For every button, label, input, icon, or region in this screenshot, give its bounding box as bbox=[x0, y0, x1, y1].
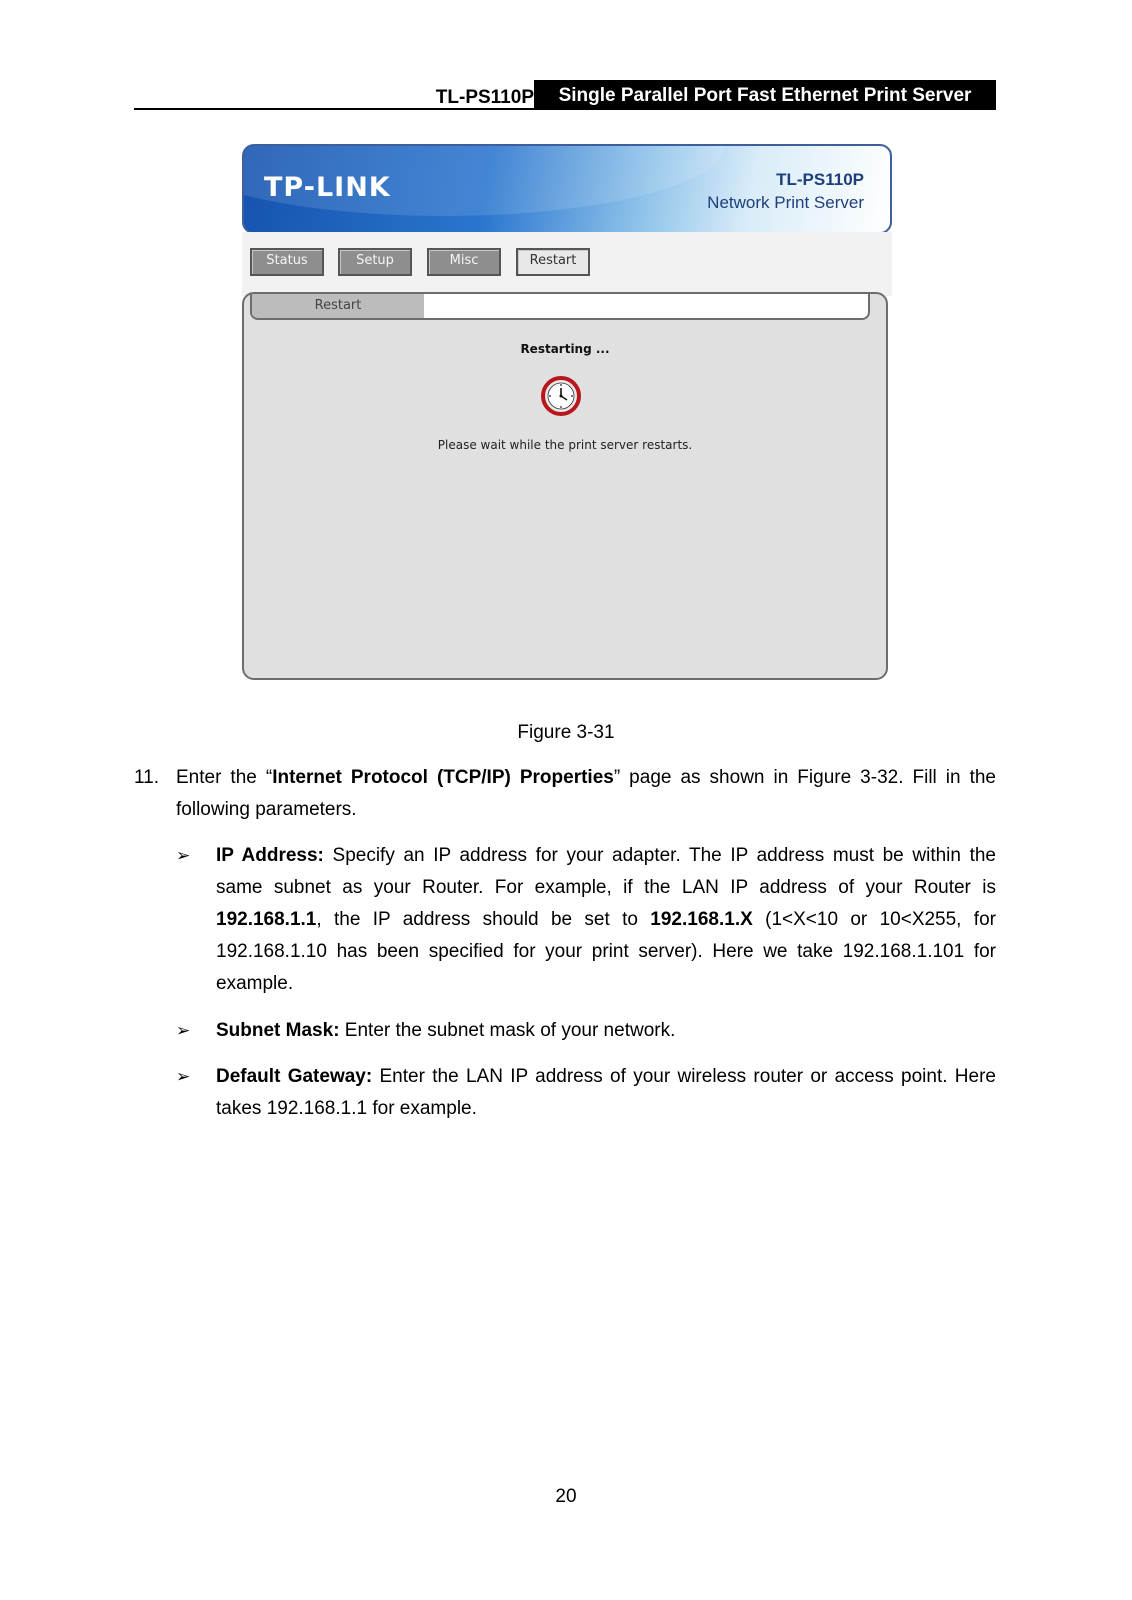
banner-model-subtitle: Network Print Server bbox=[707, 193, 864, 212]
bullet-subnet-mask: ➢ Subnet Mask: Enter the subnet mask of your network. bbox=[176, 1015, 996, 1047]
header-product: Single Parallel Port Fast Ethernet Print Server bbox=[534, 80, 996, 110]
bullet-ip-address: ➢ IP Address: Specify an IP address for your adapter. The IP address must be within the same subnet as your Router. For example, if the LAN IP address of your Router is 192.168.1.1, the IP address should be set to 192.168.1.X (1<X<10 or 10<X255, for 192.168.1.10 has been specified for your print server). Here we take 192.168.1.101 for example. bbox=[176, 840, 996, 1000]
arrow-bullet-icon: ➢ bbox=[176, 1067, 191, 1086]
clock-icon bbox=[541, 376, 581, 416]
nav-misc-button[interactable]: Misc bbox=[427, 248, 501, 276]
arrow-bullet-icon: ➢ bbox=[176, 846, 191, 865]
nav-bar bbox=[242, 232, 892, 296]
bullet-default-gateway: ➢ Default Gateway: Enter the LAN IP address of your wireless router or access point. Here takes 192.168.1.1 for example. bbox=[176, 1061, 996, 1125]
step-number: 11. bbox=[134, 767, 160, 788]
restarting-status: Restarting ... bbox=[520, 342, 610, 356]
default-gateway-label: Default Gateway: bbox=[216, 1066, 373, 1087]
page-number: 20 bbox=[555, 1486, 577, 1507]
wait-message: Please wait while the print server restarts. bbox=[437, 438, 693, 452]
figure-caption: Figure 3-31 bbox=[517, 722, 615, 743]
nav-restart-button[interactable]: Restart bbox=[516, 248, 590, 276]
web-banner bbox=[242, 144, 892, 234]
step-11-text: Enter the “Internet Protocol (TCP/IP) Properties” page as shown in Figure 3-32. Fill in the following parameters. bbox=[176, 767, 996, 820]
figure-restart-page bbox=[242, 144, 892, 692]
nav-status-button[interactable]: Status bbox=[250, 248, 324, 276]
header-rule bbox=[134, 108, 996, 110]
panel-tab-bar bbox=[250, 294, 870, 320]
ip-address-label: IP Address: bbox=[216, 845, 324, 866]
tab-restart[interactable]: Restart bbox=[252, 294, 424, 318]
nav-setup-button[interactable]: Setup bbox=[338, 248, 412, 276]
tcpip-properties-term: Internet Protocol (TCP/IP) Properties bbox=[272, 767, 614, 788]
subnet-mask-label: Subnet Mask: bbox=[216, 1020, 340, 1041]
arrow-bullet-icon: ➢ bbox=[176, 1021, 191, 1040]
banner-model-title: TL-PS110P bbox=[776, 170, 864, 189]
page-header bbox=[134, 80, 996, 110]
restart-panel bbox=[242, 292, 888, 680]
tp-link-logo: TP-LINK bbox=[264, 172, 391, 203]
header-model: TL-PS110P bbox=[435, 87, 534, 108]
step-11 bbox=[134, 762, 996, 826]
